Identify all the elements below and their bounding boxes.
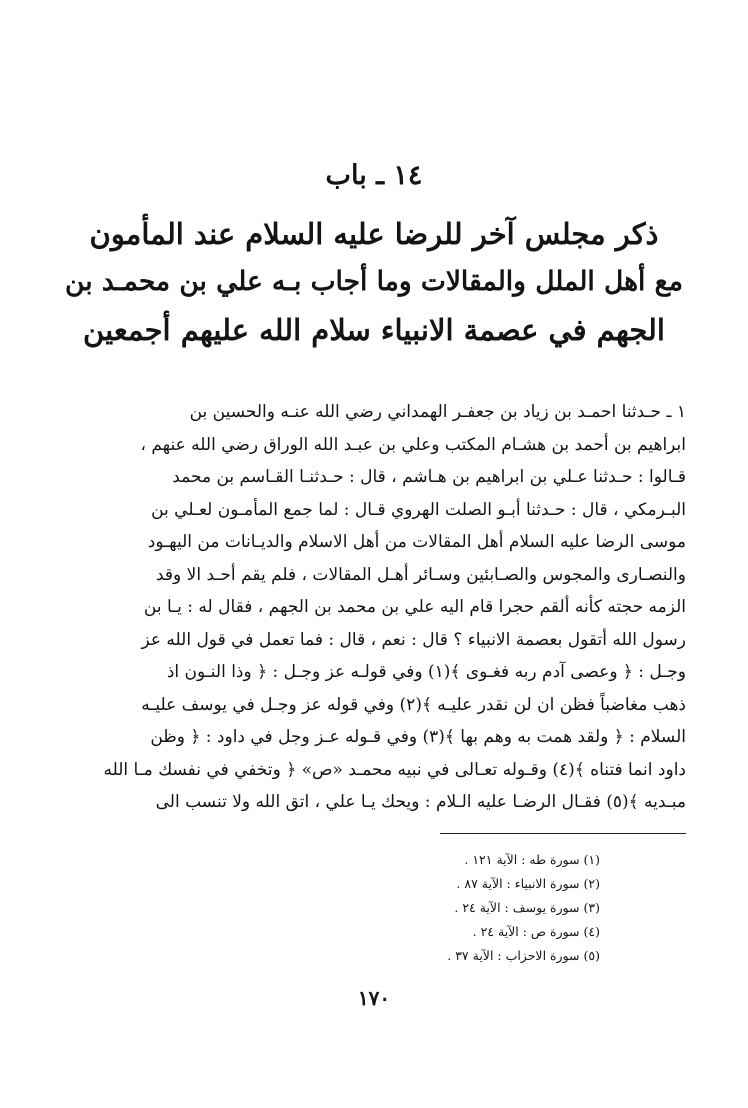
body-text — [66, 396, 686, 819]
chapter-number: ١٤ ـ باب — [325, 160, 423, 191]
footnotes — [0, 848, 600, 968]
footnote: (٥) سورة الاحزاب : الآية ٣٧ . — [447, 948, 600, 963]
chapter-title — [60, 210, 688, 354]
body-line: الزمه حجته كأنه ألقم حجرا قام اليه علي بن محمد بن الجهم ، فقال له : يـا بن — [143, 597, 686, 617]
body-line: مبـديه ﴾(٥) فقـال الرضـا عليه الـلام : ويحك يـا علي ، اتق الله ولا تنسب الى — [155, 792, 686, 812]
footnote-divider — [440, 833, 686, 834]
body-line: وجـل : ﴿ وعصى آدم ربه فغـوى ﴾(١) وفي قولـه عز وجـل : ﴿ وذا النـون اذ — [166, 662, 686, 682]
footnote: (٤) سورة ص : الآية ٢٤ . — [472, 924, 600, 939]
chapter-title-line: الجهم في عصمة الانبياء سلام الله عليهم أجمعين — [83, 313, 665, 347]
body-line: قـالوا : حـدثنا عـلي بن ابراهيم بن هـاشم ، قال : حـدثنـا القـاسم بن محمد — [172, 467, 686, 487]
footnote: (٣) سورة يوسف : الآية ٢٤ . — [454, 900, 600, 915]
body-line: رسول الله أتقول بعصمة الانبياء ؟ قال : نعم ، قال : فما تعمل في قول الله عز — [141, 629, 686, 650]
body-line: ١ ـ حـدثنا احمـد بن زياد بن جعفـر الهمداني رضي الله عنـه والحسين بن — [189, 402, 686, 422]
footnote: (١) سورة طه : الآية ١٢١ . — [464, 852, 600, 867]
body-line: موسى الرضا عليه السلام أهل المقالات من أهل الاسلام والديـانات من اليهـود — [147, 532, 686, 552]
page-number: ١٧٠ — [357, 986, 391, 1010]
chapter-title-line: مع أهل الملل والمقالات وما أجاب بـه علي بن محمـد بن — [65, 266, 683, 297]
body-line: ابراهيم بن أحمد بن هشـام المكتب وعلي بن عبـد الله الوراق رضي الله عنهم ، — [140, 434, 686, 455]
body-line: والنصـارى والمجوس والصـابئين وسـائر أهـل المقالات ، فلم يقم أحـد الا وقد — [156, 564, 686, 585]
body-line: السلام : ﴿ ولقد همت به وهم بها ﴾(٣) وفي قـوله عـز وجل في داود : ﴿ وظن — [150, 727, 686, 747]
chapter-title-line: ذكر مجلس آخر للرضا عليه السلام عند المأمون — [89, 217, 659, 251]
body-line: ذهب مغاضباً فظن ان لن نقدر عليـه ﴾(٢) وفي قوله عز وجـل في يوسف عليـه — [141, 694, 686, 715]
body-line: داود انما فتناه ﴾(٤) وقـوله تعـالى في نبيه محمـد «ص» ﴿ وتخفي في نفسك مـا الله — [103, 759, 686, 780]
body-line: البـرمكي ، قال : حـدثنا أبـو الصلت الهروي قـال : لما جمع المأمـون لعـلي بن — [151, 499, 686, 520]
footnote: (٢) سورة الانبياء : الآية ٨٧ . — [456, 876, 600, 891]
